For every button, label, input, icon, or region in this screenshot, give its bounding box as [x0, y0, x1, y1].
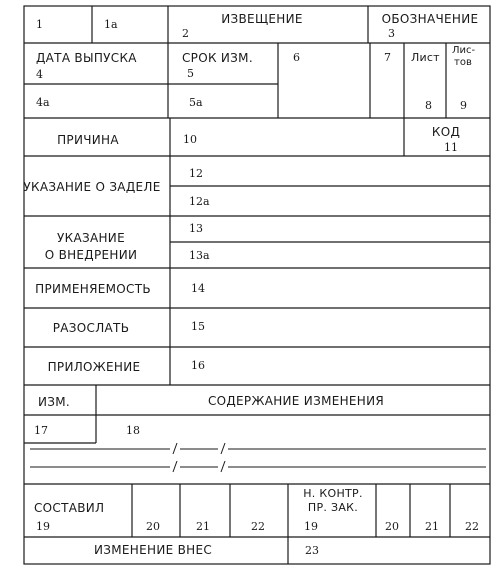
field-13a-number: 13а	[189, 249, 210, 262]
field-5-number: 5	[187, 67, 194, 80]
compiled-field-20-number: 20	[146, 520, 160, 533]
field-5a-number: 5а	[189, 96, 203, 109]
norm-control-line2: ПР. ЗАК.	[307, 501, 359, 514]
field-1-number: 1	[36, 18, 43, 31]
compiled-field-19-number: 19	[36, 520, 50, 533]
field-18-number: 18	[126, 424, 140, 437]
field-3-number: 3	[388, 27, 395, 40]
field-8-number: 8	[425, 99, 432, 112]
field-1a-number: 1а	[104, 18, 118, 31]
field-4-number: 4	[36, 68, 43, 81]
attachment-label: ПРИЛОЖЕНИЕ	[47, 360, 141, 374]
distribute-label: РАЗОСЛАТЬ	[52, 321, 130, 335]
sheets-label-line1: Лис-	[452, 45, 476, 56]
change-deadline-label: СРОК ИЗМ.	[182, 51, 253, 65]
field-12a-number: 12а	[189, 195, 210, 208]
notice-label: ИЗВЕЩЕНИЕ	[221, 12, 303, 26]
field-16-number: 16	[191, 359, 205, 372]
backlog-label: УКАЗАНИЕ О ЗАДЕЛЕ	[23, 180, 161, 194]
field-4a-number: 4а	[36, 96, 50, 109]
norm-field-20-number: 20	[385, 520, 399, 533]
issue-date-label: ДАТА ВЫПУСКА	[36, 51, 137, 65]
field-14-number: 14	[191, 282, 205, 295]
field-15-number: 15	[191, 320, 205, 333]
implementation-label-line2: О ВНЕДРЕНИИ	[44, 248, 138, 262]
field-6-number: 6	[293, 51, 300, 64]
norm-field-19-number: 19	[304, 520, 318, 533]
field-2-number: 2	[182, 27, 189, 40]
applicability-label: ПРИМЕНЯЕМОСТЬ	[35, 282, 151, 296]
field-23-number: 23	[305, 544, 319, 557]
code-label: КОД	[431, 125, 461, 139]
designation-label: ОБОЗНАЧЕНИЕ	[381, 12, 479, 26]
sheets-label-line2: тов	[454, 57, 472, 68]
implementation-label-line1: УКАЗАНИЕ	[57, 231, 125, 245]
field-7-number: 7	[384, 51, 391, 64]
change-content-label: СОДЕРЖАНИЕ ИЗМЕНЕНИЯ	[207, 394, 385, 408]
change-made-label: ИЗМЕНЕНИЕ ВНЕС	[93, 543, 213, 557]
compiled-field-22-number: 22	[251, 520, 265, 533]
sheet-label: Лист	[411, 51, 440, 64]
norm-control-label	[303, 487, 363, 515]
norm-control-line1: Н. КОНТР.	[303, 487, 363, 500]
field-17-number: 17	[34, 424, 48, 437]
field-12-number: 12	[189, 167, 203, 180]
change-number-label: ИЗМ.	[38, 395, 71, 409]
field-11-number: 11	[444, 141, 458, 154]
reason-label: ПРИЧИНА	[57, 133, 119, 147]
norm-field-22-number: 22	[465, 520, 479, 533]
compiled-field-21-number: 21	[196, 520, 210, 533]
field-9-number: 9	[460, 99, 467, 112]
field-10-number: 10	[183, 133, 197, 146]
norm-field-21-number: 21	[425, 520, 439, 533]
field-13-number: 13	[189, 222, 203, 235]
compiled-label: СОСТАВИЛ	[34, 501, 105, 515]
implementation-label	[45, 230, 138, 264]
